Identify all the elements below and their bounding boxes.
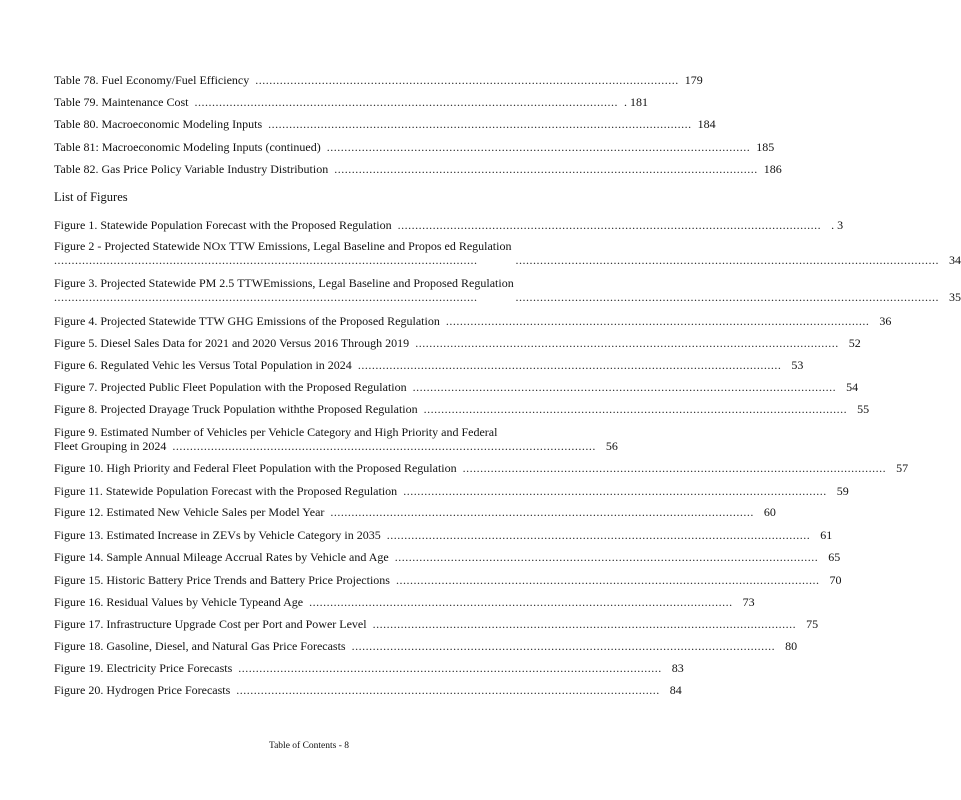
dot-leader: .........................................................................................................................	[268, 117, 692, 131]
toc-entry-label: Figure 2 - Projected Statewide NOx TTW Emissions, Legal Baseline and Propos ed Regulation	[54, 239, 512, 253]
toc-entry-table-79[interactable]	[54, 95, 648, 109]
toc-entry-figure-19[interactable]	[54, 661, 684, 675]
toc-entry-figure-11[interactable]	[54, 484, 849, 498]
toc-entry-label: Figure 3. Projected Statewide PM 2.5 TTWEmissions, Legal Baseline and Proposed Regulation	[54, 276, 514, 290]
toc-entry-label: Table 78. Fuel Economy/Fuel Efficiency	[54, 73, 250, 87]
toc-entry-page: 60	[763, 505, 776, 519]
dot-leader: .........................................................................................................................	[394, 550, 819, 564]
toc-entry-label: Figure 12. Estimated New Vehicle Sales per Model Year	[54, 505, 325, 519]
toc-entry-label: Table 81: Macroeconomic Modeling Inputs (continued)	[54, 140, 321, 154]
toc-entry-label: Figure 17. Infrastructure Upgrade Cost per Port and Power Level	[54, 617, 367, 631]
toc-entry-table-80[interactable]	[54, 117, 716, 131]
dot-leader: .........................................................................................................................	[515, 290, 939, 304]
dot-leader: .........................................................................................................................	[194, 95, 618, 109]
toc-entry-page: 65	[828, 550, 841, 564]
toc-entry-figure-18[interactable]	[54, 639, 798, 653]
dot-leader: .........................................................................................................................	[412, 380, 837, 394]
dot-leader: .........................................................................................................................	[403, 484, 827, 498]
toc-entry-page: 61	[820, 528, 833, 542]
toc-entry-page: 84	[669, 683, 682, 697]
toc-entry-page: 186	[763, 162, 782, 176]
toc-entry-page: 35	[949, 290, 961, 304]
toc-entry-label: Table 80. Macroeconomic Modeling Inputs	[54, 117, 263, 131]
toc-entry-page: 57	[896, 461, 909, 475]
dot-leader: .........................................................................................................................	[255, 73, 679, 87]
dot-leader: .........................................................................................................................	[462, 461, 887, 475]
toc-entry-figure-4[interactable]	[54, 314, 892, 328]
toc-entry-label: Figure 13. Estimated Increase in ZEVs by Vehicle Category in 2035	[54, 528, 381, 542]
toc-entry-page: 70	[829, 573, 842, 587]
toc-entry-page: 54	[846, 380, 859, 394]
toc-entry-figure-13[interactable]	[54, 528, 833, 542]
dot-leader: .........................................................................................................................	[326, 140, 751, 154]
dot-leader: .........................................................................................................................	[309, 595, 733, 609]
toc-entry-page: 83	[671, 661, 684, 675]
toc-entry-label: Figure 14. Sample Annual Mileage Accrual Rates by Vehicle and Age	[54, 550, 389, 564]
toc-entry-figure-16[interactable]	[54, 595, 755, 609]
toc-entry-table-81[interactable]	[54, 140, 775, 154]
toc-entry-figure-5[interactable]	[54, 336, 861, 350]
toc-entry-figure-15[interactable]	[54, 573, 842, 587]
toc-entry-figure-14[interactable]	[54, 550, 841, 564]
toc-entry-label: Figure 16. Residual Values by Vehicle Typeand Age	[54, 595, 304, 609]
toc-entry-label: Figure 5. Diesel Sales Data for 2021 and 2020 Versus 2016 Through 2019	[54, 336, 410, 350]
dot-leader: .........................................................................................................................	[236, 683, 660, 697]
toc-entry-page: 75	[806, 617, 819, 631]
toc-entry-figure-12[interactable]	[54, 505, 776, 519]
toc-entry-figure-1[interactable]	[54, 218, 844, 232]
toc-entry-page: 80	[785, 639, 798, 653]
dot-leader: .........................................................................................................................	[386, 528, 811, 542]
toc-entry-page: 52	[848, 336, 861, 350]
toc-entry-label: Figure 1. Statewide Population Forecast with the Proposed Regulation	[54, 218, 392, 232]
toc-entry-figure-10[interactable]	[54, 461, 909, 475]
toc-entry-label: Table 82. Gas Price Policy Variable Industry Distribution	[54, 162, 329, 176]
toc-entry-label: Figure 15. Historic Battery Price Trends and Battery Price Projections	[54, 573, 390, 587]
toc-entry-label: Figure 11. Statewide Population Forecast with the Proposed Regulation	[54, 484, 398, 498]
dot-leader: .........................................................................................................................	[395, 573, 820, 587]
dot-leader: .........................................................................................................................	[515, 253, 939, 267]
toc-entry-page: 73	[742, 595, 755, 609]
toc-entry-figure-9[interactable]	[54, 425, 618, 453]
toc-entry-label: Table 79. Maintenance Cost	[54, 95, 189, 109]
toc-entry-page: . 3	[831, 218, 844, 232]
dot-leader: .........................................................................................................................	[372, 617, 797, 631]
list-of-figures-heading: List of Figures	[54, 190, 128, 204]
dot-leader: .........................................................................................................................	[423, 402, 848, 416]
toc-entry-figure-7[interactable]	[54, 380, 859, 394]
toc-entry-page: 36	[879, 314, 892, 328]
toc-entry-figure-17[interactable]	[54, 617, 819, 631]
dot-leader: .........................................................................................................................	[172, 439, 596, 453]
toc-entry-label: Figure 6. Regulated Vehic les Versus Total Population in 2024	[54, 358, 352, 372]
toc-entry-label: Figure 9. Estimated Number of Vehicles per Vehicle Category and High Priority and Federal	[54, 425, 498, 439]
toc-entry-label-continued: Fleet Grouping in 2024	[54, 439, 167, 453]
toc-entry-label: Figure 7. Projected Public Fleet Population with the Proposed Regulation	[54, 380, 407, 394]
toc-entry-label: Figure 19. Electricity Price Forecasts	[54, 661, 233, 675]
page-footer: Table of Contents - 8	[268, 741, 350, 751]
dot-leader: .........................................................................................................................	[445, 314, 870, 328]
toc-entry-table-78[interactable]	[54, 73, 703, 87]
toc-entry-page: 179	[684, 73, 703, 87]
toc-entry-figure-2[interactable]	[54, 239, 961, 267]
dot-leader: .........................................................................................................................	[334, 162, 758, 176]
toc-entry-label: Figure 4. Projected Statewide TTW GHG Emissions of the Proposed Regulation	[54, 314, 440, 328]
toc-entry-page: . 181	[623, 95, 648, 109]
toc-entry-page: 185	[756, 140, 775, 154]
toc-entry-figure-3[interactable]	[54, 276, 961, 304]
toc-entry-table-82[interactable]	[54, 162, 782, 176]
toc-entry-label: Figure 18. Gasoline, Diesel, and Natural Gas Price Forecasts	[54, 639, 346, 653]
toc-entry-figure-8[interactable]	[54, 402, 870, 416]
toc-entry-label: Figure 10. High Priority and Federal Fleet Population with the Proposed Regulation	[54, 461, 457, 475]
dot-leader: .........................................................................................................................	[238, 661, 662, 675]
dot-leader: .........................................................................................................................	[351, 639, 776, 653]
toc-entry-page: 184	[697, 117, 716, 131]
toc-entry-figure-20[interactable]	[54, 683, 682, 697]
dot-leader: .........................................................................................................................	[415, 336, 839, 350]
dot-leader: .........................................................................................................................	[54, 253, 478, 267]
toc-entry-figure-6[interactable]	[54, 358, 804, 372]
dot-leader: .........................................................................................................................	[330, 505, 754, 519]
toc-entry-label: Figure 8. Projected Drayage Truck Population withthe Proposed Regulation	[54, 402, 418, 416]
toc-entry-label: Figure 20. Hydrogen Price Forecasts	[54, 683, 231, 697]
toc-entry-page: 59	[836, 484, 849, 498]
toc-entry-page: 53	[791, 358, 804, 372]
toc-entry-page: 56	[605, 439, 618, 453]
dot-leader: .........................................................................................................................	[397, 218, 822, 232]
toc-entry-page: 34	[949, 253, 961, 267]
toc-entry-page: 55	[857, 402, 870, 416]
dot-leader: .........................................................................................................................	[54, 290, 478, 304]
dot-leader: .........................................................................................................................	[357, 358, 782, 372]
